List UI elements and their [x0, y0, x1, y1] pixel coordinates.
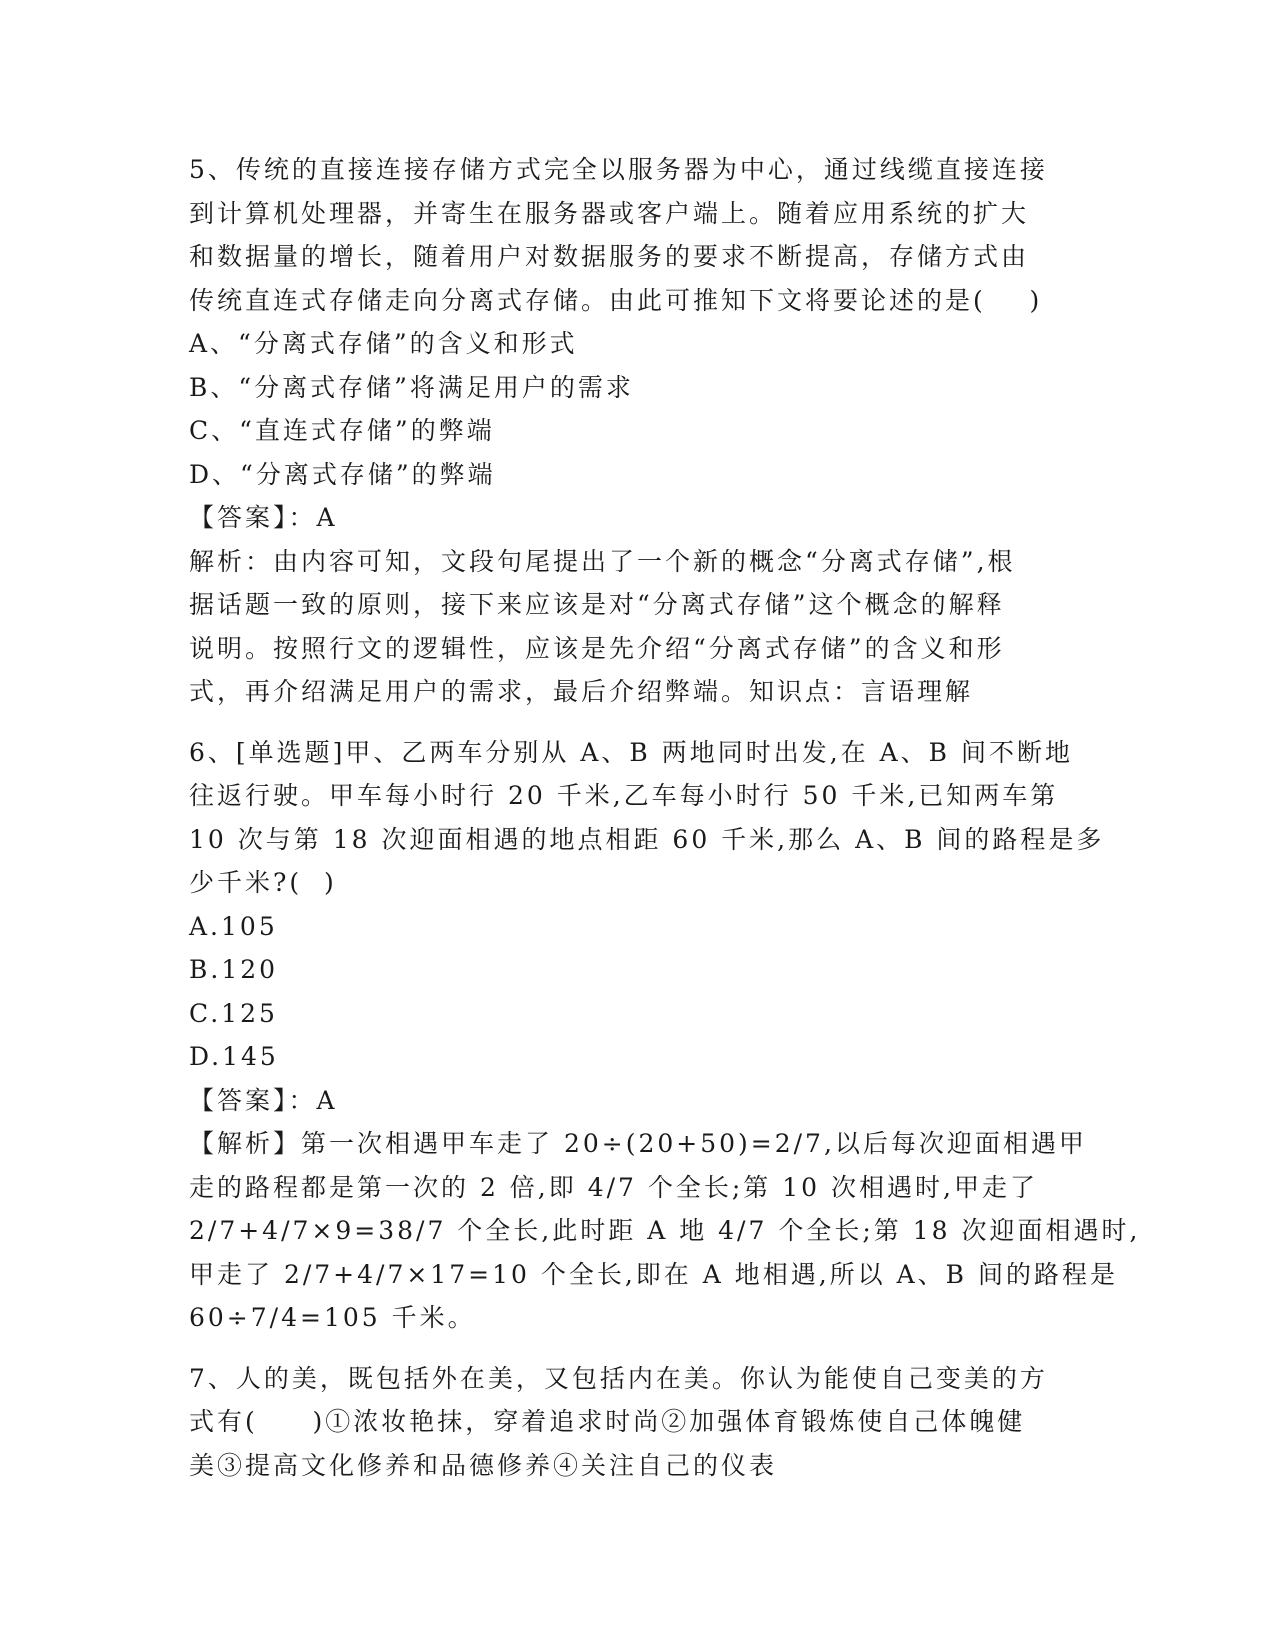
analysis-line: 解析：由内容可知，文段句尾提出了一个新的概念“分离式存储”,根 [189, 546, 1016, 576]
analysis-line: 式，再介绍满足用户的需求，最后介绍弊端。知识点：言语理解 [189, 677, 974, 706]
question-stem-line: 往返行驶。甲车每小时行 20 千米,乙车每小时行 50 千米,已知两车第 [189, 781, 1059, 810]
option-b: B.120 [189, 955, 279, 984]
spacer [189, 714, 1089, 731]
question-stem-line: 7、人的美，既包括外在美，又包括内在美。你认为能使自己变美的方 [189, 1363, 1048, 1393]
question-stem-line: 10 次与第 18 次迎面相遇的地点相距 60 千米,那么 A、B 间的路程是多 [189, 824, 1105, 854]
answer-line: 【答案】：A [189, 1085, 338, 1115]
question-stem-line: 式有( )①浓妆艳抹，穿着追求时尚②加强体育锻炼使自己体魄健 [189, 1407, 1026, 1436]
question-6 [189, 731, 1141, 1340]
analysis-line: 60÷7/4=105 千米。 [189, 1303, 476, 1332]
answer-line: 【答案】：A [189, 503, 338, 532]
question-stem-line: 传统直连式存储走向分离式存储。由此可推知下文将要论述的是( ) [189, 285, 1043, 315]
analysis-line: 【解析】第一次相遇甲车走了 20÷(20+50)=2/7,以后每次迎面相遇甲 [189, 1129, 1087, 1158]
option-c: C、“直连式存储”的弊端 [189, 416, 495, 445]
question-7 [189, 1357, 1089, 1488]
question-stem-line: 6、[单选题]甲、乙两车分别从 A、B 两地同时出发,在 A、B 间不断地 [189, 737, 1074, 767]
document-page [189, 148, 1141, 1487]
option-c: C.125 [189, 998, 278, 1028]
question-stem-line: 少千米?( ) [189, 868, 337, 897]
question-stem-line: 和数据量的增长，随着用户对数据服务的要求不断提高，存储方式由 [189, 242, 1030, 271]
option-d: D、“分离式存储”的弊端 [189, 459, 496, 489]
question-stem-line: 5、传统的直接连接存储方式完全以服务器为中心，通过线缆直接连接 [189, 155, 1048, 184]
spacer [189, 1340, 1089, 1357]
analysis-line: 甲走了 2/7+4/7×17=10 个全长,即在 A 地相遇,所以 A、B 间的路程是 [189, 1259, 1118, 1289]
analysis-line: 说明。按照行文的逻辑性，应该是先介绍“分离式存储”的含义和形 [189, 633, 1005, 663]
option-a: A.105 [189, 911, 278, 941]
option-a: A、“分离式存储”的含义和形式 [189, 329, 578, 358]
analysis-line: 走的路程都是第一次的 2 倍,即 4/7 个全长;第 10 次相遇时,甲走了 [189, 1172, 1038, 1202]
question-5 [189, 148, 1089, 714]
question-stem-line: 美③提高文化修养和品德修养④关注自己的仪表 [189, 1450, 778, 1480]
option-b: B、“分离式存储”将满足用户的需求 [189, 372, 634, 402]
analysis-line: 2/7+4/7×9=38/7 个全长,此时距 A 地 4/7 个全长;第 18 次迎面相遇时, [189, 1216, 1141, 1245]
question-stem-line: 到计算机处理器，并寄生在服务器或客户端上。随着应用系统的扩大 [189, 198, 1030, 228]
option-d: D.145 [189, 1042, 279, 1071]
analysis-line: 据话题一致的原则，接下来应该是对“分离式存储”这个概念的解释 [189, 590, 1005, 619]
